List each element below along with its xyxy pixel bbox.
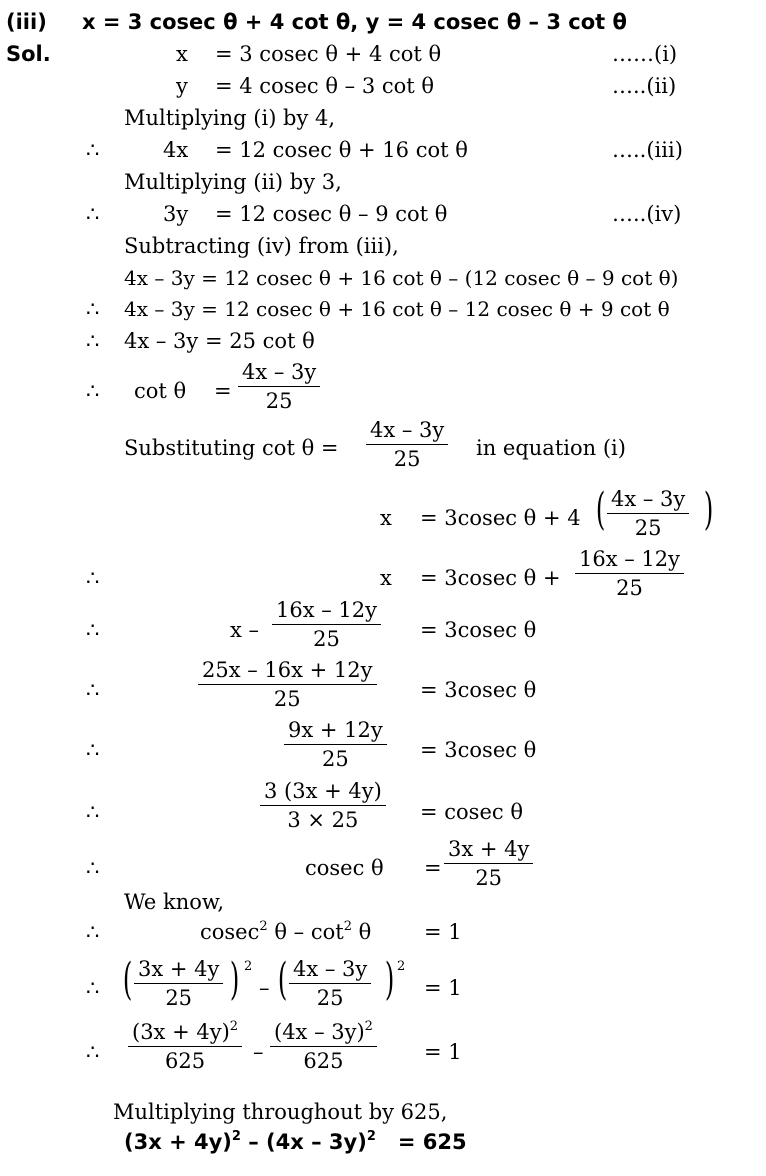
identity-cosec: cosec [200, 920, 260, 944]
eq3-lhs: 4x [163, 138, 189, 162]
therefore-symbol: ∴ [86, 800, 100, 824]
fraction-denominator: 25 [165, 986, 193, 1010]
right-paren: ) [229, 954, 240, 1005]
problem-statement: x = 3 cosec θ + 4 cot θ, y = 4 cosec θ – 3 cot θ [82, 10, 627, 34]
final-result [124, 1129, 467, 1154]
fraction-denominator: 25 [322, 747, 349, 771]
substitute-fraction [366, 420, 448, 470]
eq4-rhs: = 12 cosec θ – 9 cot θ [215, 202, 448, 226]
right-paren: ) [703, 484, 714, 535]
equals-sign: = [214, 379, 232, 403]
expanded-fraction-2 [270, 1019, 377, 1073]
eq4-lhs: 3y [163, 202, 189, 226]
fraction-denominator: 25 [273, 687, 301, 711]
minus-sign: – [259, 976, 270, 1000]
left-paren: ( [122, 954, 133, 1005]
square-fraction-1 [134, 959, 223, 1009]
fraction-numerator: 3 (3x + 4y) [260, 781, 386, 806]
step-multiply-i: Multiplying (i) by 4, [124, 106, 336, 130]
right-paren: ) [384, 954, 395, 1005]
therefore-symbol: ∴ [86, 976, 100, 1000]
step17-fraction [284, 720, 387, 770]
eq2-lhs: y [176, 74, 188, 98]
cot-lhs: cot θ [134, 379, 187, 403]
therefore-symbol: ∴ [86, 738, 100, 762]
therefore-symbol: ∴ [86, 329, 100, 353]
identity-lhs [200, 919, 372, 944]
square-exponent: 2 [366, 1129, 376, 1144]
therefore-symbol: ∴ [86, 920, 100, 944]
therefore-symbol: ∴ [86, 678, 100, 702]
square-exponent: 2 [231, 1129, 241, 1144]
therefore-symbol: ∴ [86, 379, 100, 403]
fraction-numerator: 4x – 3y [607, 489, 689, 514]
fraction-denominator: 25 [393, 447, 421, 471]
subtract-expansion: 4x – 3y = 12 cosec θ + 16 cot θ – (12 cosec θ – 9 cot θ) [124, 266, 679, 290]
square-exponent: 2 [364, 1019, 373, 1034]
fraction-numerator: 4x – 3y [238, 362, 320, 387]
fraction-denominator: 25 [634, 516, 662, 540]
identity-mid: θ – cot [274, 920, 344, 944]
cosec-fraction [444, 839, 533, 889]
square-fraction-2 [289, 959, 371, 1009]
fraction-denominator: 25 [316, 986, 344, 1010]
subtract-result: 4x – 3y = 25 cot θ [124, 329, 315, 353]
square-exponent: 2 [259, 919, 268, 934]
square-exponent: 2 [343, 919, 352, 934]
substitute-text: Substituting cot θ = [124, 436, 339, 460]
step16-rhs: = 3cosec θ [420, 678, 537, 702]
fraction-denominator: 625 [164, 1049, 206, 1073]
therefore-symbol: ∴ [86, 297, 100, 321]
left-paren: ( [595, 484, 606, 535]
step15-rhs: = 3cosec θ [420, 618, 537, 642]
final-term-1: (3x + 4y) [124, 1130, 232, 1154]
eq4-tag: …..(iv) [612, 202, 682, 226]
eq3-tag: …..(iii) [612, 138, 683, 162]
square-exponent: 2 [397, 959, 406, 974]
fraction-denominator: 25 [616, 576, 643, 600]
fraction-numerator: 9x + 12y [284, 720, 387, 745]
fraction-numerator: 16x – 12y [272, 600, 381, 625]
x-rhs-2: = 3cosec θ + [420, 566, 561, 590]
step15-fraction [272, 600, 381, 650]
fraction-numerator [128, 1019, 242, 1047]
identity-theta: θ [358, 920, 372, 944]
substitute-target: in equation (i) [476, 436, 626, 460]
fraction-denominator: 3 × 25 [287, 808, 359, 832]
minus-sign: – [253, 1040, 264, 1064]
x-lhs: x [380, 566, 392, 590]
step18-rhs: = cosec θ [420, 800, 523, 824]
final-rhs: = 625 [397, 1130, 467, 1154]
solution-label: Sol. [6, 42, 51, 66]
fraction-numerator: 4x – 3y [366, 420, 448, 445]
x-fraction-2 [575, 549, 684, 599]
step22-rhs: = 1 [424, 976, 462, 1000]
equals-sign: = [424, 856, 442, 880]
numerator-text: (3x + 4y) [132, 1020, 230, 1044]
fraction-numerator: 25x – 16x + 12y [198, 660, 377, 685]
fraction-denominator: 625 [303, 1049, 344, 1073]
we-know-text: We know, [124, 890, 225, 914]
therefore-symbol: ∴ [86, 138, 100, 162]
fraction-numerator: 3x + 4y [444, 839, 533, 864]
therefore-symbol: ∴ [86, 566, 100, 590]
fraction-numerator [270, 1019, 377, 1047]
numerator-text: (4x – 3y) [274, 1020, 365, 1044]
step-subtract: Subtracting (iv) from (iii), [124, 234, 399, 258]
square-exponent: 2 [244, 959, 253, 974]
step-multiply-ii: Multiplying (ii) by 3, [124, 170, 342, 194]
part-label: (iii) [6, 10, 47, 34]
therefore-symbol: ∴ [86, 1040, 100, 1064]
therefore-symbol: ∴ [86, 202, 100, 226]
therefore-symbol: ∴ [86, 618, 100, 642]
cot-fraction [238, 362, 320, 412]
multiply-throughout-text: Multiplying throughout by 625, [113, 1100, 448, 1124]
subtract-simplified: 4x – 3y = 12 cosec θ + 16 cot θ – 12 cosec θ + 9 cot θ [124, 297, 670, 321]
x-lhs: x [380, 506, 392, 530]
fraction-denominator: 25 [475, 866, 503, 890]
eq2-rhs: = 4 cosec θ – 3 cot θ [215, 74, 435, 98]
final-term-2: – (4x – 3y) [248, 1130, 367, 1154]
eq3-rhs: = 12 cosec θ + 16 cot θ [215, 138, 468, 162]
expanded-fraction-1 [128, 1019, 242, 1073]
left-paren: ( [277, 954, 288, 1005]
eq1-tag: ……(i) [612, 42, 678, 66]
fraction-numerator: 3x + 4y [134, 959, 223, 984]
identity-rhs: = 1 [424, 920, 462, 944]
x-minus: x – [230, 618, 260, 642]
eq1-lhs: x [176, 42, 188, 66]
cosec-lhs: cosec θ [305, 856, 384, 880]
square-exponent: 2 [229, 1019, 239, 1034]
eq2-tag: …..(ii) [612, 74, 677, 98]
step16-fraction [198, 660, 377, 710]
fraction-numerator: 16x – 12y [575, 549, 684, 574]
x-rhs-1: = 3cosec θ + 4 [420, 506, 581, 530]
fraction-denominator: 25 [265, 389, 293, 413]
x-fraction-1 [607, 489, 689, 539]
fraction-denominator: 25 [313, 627, 340, 651]
step18-fraction [260, 781, 386, 831]
therefore-symbol: ∴ [86, 856, 100, 880]
step23-rhs: = 1 [424, 1040, 462, 1064]
fraction-numerator: 4x – 3y [289, 959, 371, 984]
step17-rhs: = 3cosec θ [420, 738, 537, 762]
eq1-rhs: = 3 cosec θ + 4 cot θ [215, 42, 442, 66]
